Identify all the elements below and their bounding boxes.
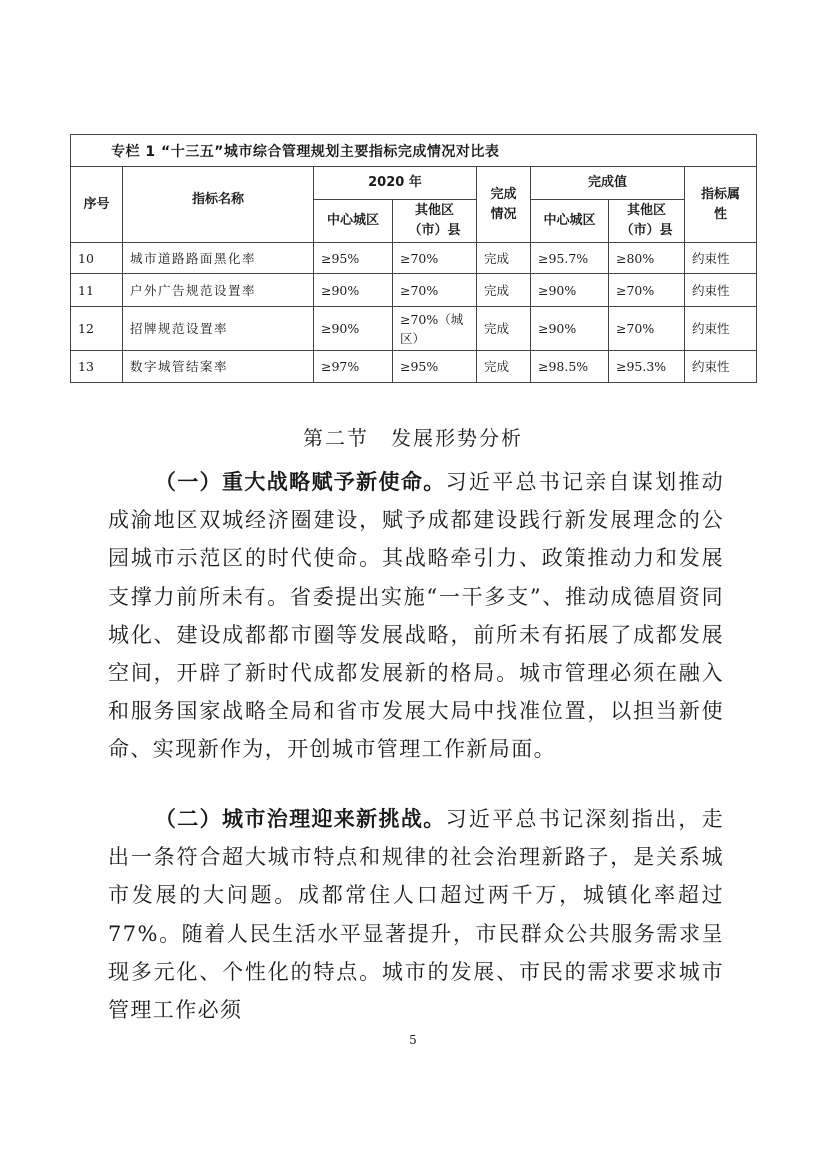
- section-title: 发展形势分析: [391, 426, 523, 450]
- header-target-other: [393, 200, 477, 243]
- paragraph-text: 习近平总书记亲自谋划推动成渝地区双城经济圈建设，赋予成都建设践行新发展理念的公园城市示范区的时代使命。其战略牵引力、政策推动力和发展支撑力前所未有。省委提出实施“一干多支”、推动成德眉资同城化、建设成都都市圈等发展战略，前所未有拓展了成都发展空间，开辟了新时代成都发展新的格局。城市管理必须在融入和服务国家战略全局和省市发展大局中找准位置，以担当新使命、实现新作为，开创城市管理工作新局面。: [108, 470, 724, 762]
- table-row: [71, 351, 757, 383]
- cell-target-center: ≥95%: [314, 243, 393, 274]
- cell-attribute: 约束性: [685, 351, 757, 383]
- cell-actual-center: ≥95.7%: [531, 243, 609, 274]
- header-target-other-line2: （市）县: [408, 223, 461, 238]
- section-heading: [0, 422, 826, 451]
- cell-name: 城市道路路面黑化率: [123, 243, 314, 274]
- cell-target-center: ≥97%: [314, 351, 393, 383]
- cell-actual-other: ≥70%: [609, 274, 685, 307]
- paragraph-urban-governance: [108, 800, 724, 1029]
- header-actual-other-line2: （市）县: [620, 223, 673, 238]
- header-actual-center: 中心城区: [531, 200, 609, 243]
- header-status-label: 完成情况: [490, 186, 517, 222]
- header-target-2020: 2020 年: [314, 167, 477, 200]
- cell-index: 11: [71, 274, 123, 307]
- cell-index: 12: [71, 307, 123, 351]
- paragraph-major-strategy: [108, 463, 724, 769]
- paragraph-lead: （二）城市治理迎来新挑战。: [154, 807, 446, 831]
- cell-actual-center: ≥98.5%: [531, 351, 609, 383]
- cell-index: 13: [71, 351, 123, 383]
- indicator-comparison-table: [70, 134, 757, 383]
- cell-actual-other: ≥70%: [609, 307, 685, 351]
- cell-actual-other: ≥95.3%: [609, 351, 685, 383]
- header-target-other-line1: 其他区: [414, 203, 454, 218]
- cell-target-other: ≥70%: [393, 243, 477, 274]
- cell-status: 完成: [477, 351, 531, 383]
- cell-name: 招牌规范设置率: [123, 307, 314, 351]
- cell-target-center: ≥90%: [314, 274, 393, 307]
- header-name: 指标名称: [123, 167, 314, 243]
- cell-actual-other: ≥80%: [609, 243, 685, 274]
- header-status: [477, 167, 531, 243]
- header-actual-other-line1: 其他区: [626, 203, 666, 218]
- cell-status: 完成: [477, 307, 531, 351]
- cell-target-center: ≥90%: [314, 307, 393, 351]
- header-actual-other: [609, 200, 685, 243]
- cell-name: 户外广告规范设置率: [123, 274, 314, 307]
- cell-actual-center: ≥90%: [531, 307, 609, 351]
- table-row: [71, 307, 757, 351]
- paragraph-text: 习近平总书记深刻指出，走出一条符合超大城市特点和规律的社会治理新路子，是关系城市发展的大问题。成都常住人口超过两千万，城镇化率超过 77%。随着人民生活水平显著提升，市民群众公共服务需求呈现多元化、个性化的特点。城市的发展、市民的需求要求城市管理工作必须: [108, 807, 724, 1023]
- cell-target-other: ≥70%: [393, 274, 477, 307]
- cell-status: 完成: [477, 274, 531, 307]
- table-row: [71, 274, 757, 307]
- header-attribute: [685, 167, 757, 243]
- header-attribute-label: 指标属性: [701, 186, 741, 222]
- cell-target-other: ≥70%（城区）: [393, 307, 477, 351]
- table-row: [71, 243, 757, 274]
- cell-name: 数字城管结案率: [123, 351, 314, 383]
- paragraph-lead: （一）重大战略赋予新使命。: [154, 470, 446, 494]
- cell-index: 10: [71, 243, 123, 274]
- section-number: 第二节: [303, 426, 369, 450]
- header-index: 序号: [71, 167, 123, 243]
- cell-status: 完成: [477, 243, 531, 274]
- cell-target-other: ≥95%: [393, 351, 477, 383]
- header-target-center: 中心城区: [314, 200, 393, 243]
- page-number: 5: [409, 1033, 417, 1047]
- cell-attribute: 约束性: [685, 307, 757, 351]
- cell-attribute: 约束性: [685, 274, 757, 307]
- table-title: 专栏 1 “十三五”城市综合管理规划主要指标完成情况对比表: [71, 135, 757, 167]
- cell-attribute: 约束性: [685, 243, 757, 274]
- header-actual-value: 完成值: [531, 167, 685, 200]
- cell-actual-center: ≥90%: [531, 274, 609, 307]
